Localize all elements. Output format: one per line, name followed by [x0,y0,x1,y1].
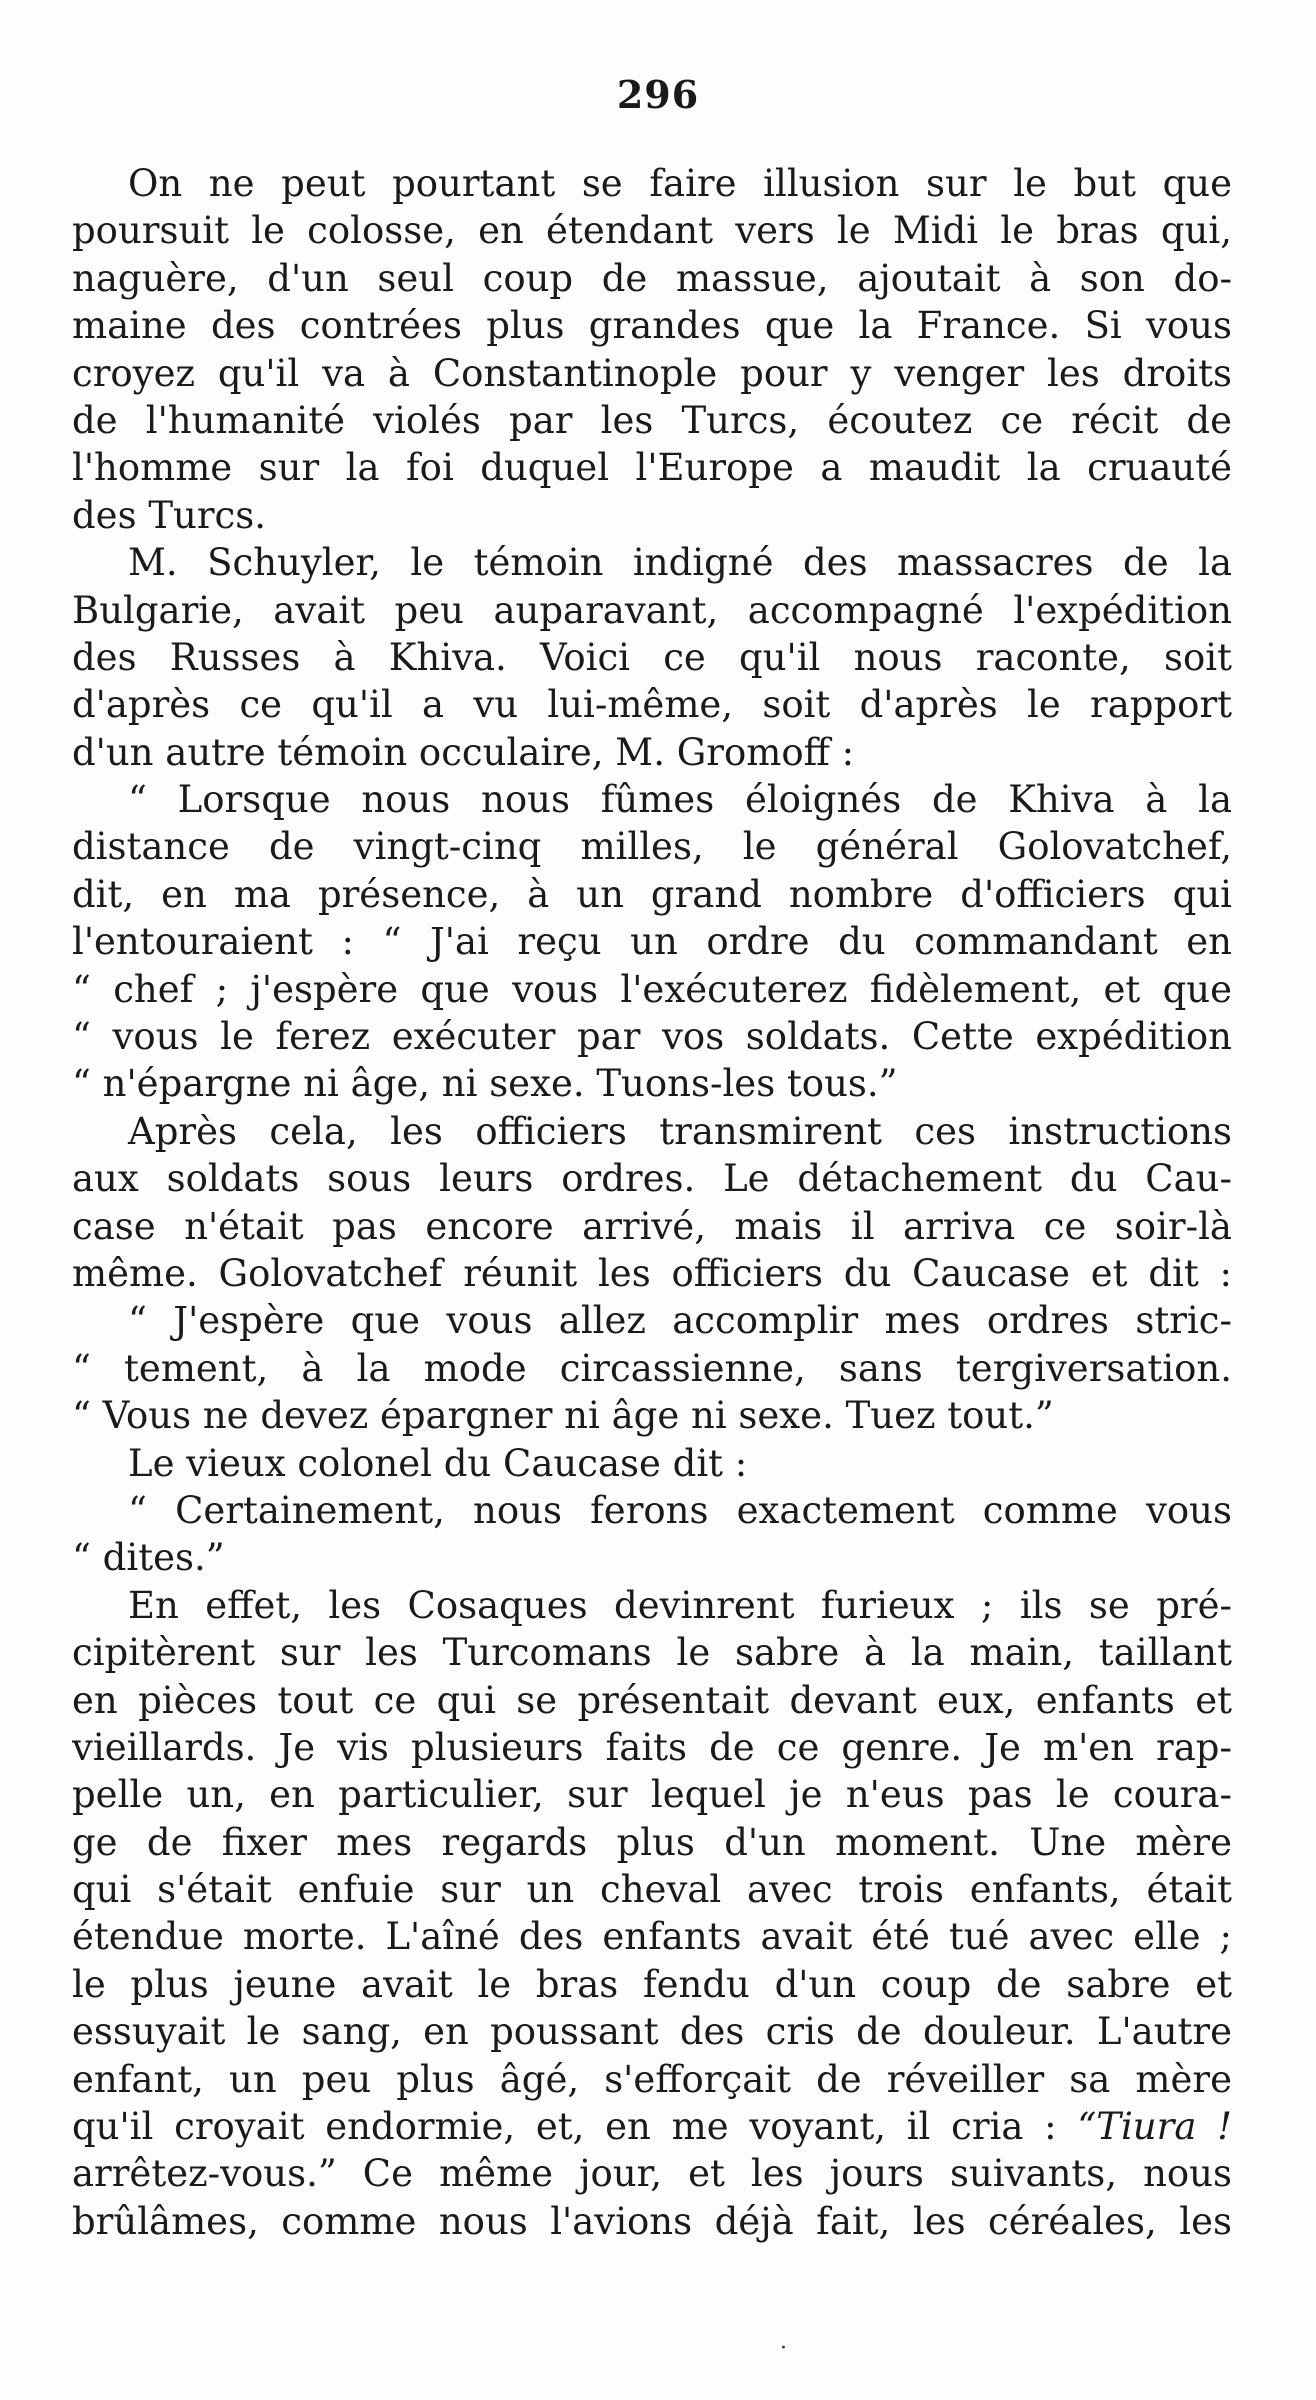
text-line: “ Lorsque nous nous fûmes éloignés de Khiva à la [128,778,1232,822]
text-line: qu'il croyait endormie, et, en me voyant, il cria : “Tiura ! [72,2105,1232,2149]
text-line: maine des contrées plus grandes que la France. Si vous [72,304,1232,348]
text-line: pelle un, en particulier, sur lequel je n'eus pas le coura- [72,1773,1232,1817]
text-line: case n'était pas encore arrivé, mais il arriva ce soir-là [72,1204,1232,1248]
text-line: de l'humanité violés par les Turcs, écoutez ce récit de [72,398,1232,442]
scan-speck: · [780,2336,787,2361]
text-line: Le vieux colonel du Caucase dit : [128,1441,748,1485]
text-line: vieillards. Je vis plusieurs faits de ce genre. Je m'en rap- [72,1725,1232,1769]
page-number: 296 [616,72,700,117]
text-line: arrêtez-vous.” Ce même jour, et les jours suivants, nous [72,2152,1232,2196]
text-line: des Russes à Khiva. Voici ce qu'il nous raconte, soit [72,635,1232,679]
text-line: distance de vingt-cinq milles, le général Golovatchef, [72,825,1232,869]
text-line: On ne peut pourtant se faire illusion sur le but que [128,162,1232,205]
text-line: le plus jeune avait le bras fendu d'un coup de sabre et [72,1962,1232,2006]
text-line: étendue morte. L'aîné des enfants avait été tué avec elle ; [72,1915,1232,1959]
text-line: croyez qu'il va à Constantinople pour y venger les droits [72,351,1232,395]
text-line: l'homme sur la foi duquel l'Europe a maudit la cruauté [72,446,1232,490]
text-line: dit, en ma présence, à un grand nombre d'officiers qui [72,872,1232,916]
text-line: ge de fixer mes regards plus d'un moment. Une mère [72,1820,1232,1864]
text-line: essuyait le sang, en poussant des cris de douleur. L'autre [72,2010,1232,2054]
text-line: d'un autre témoin occulaire, M. Gromoff : [72,730,855,774]
text-line: M. Schuyler, le témoin indigné des massacres de la [128,541,1232,585]
text-line: en pièces tout ce qui se présentait devant eux, enfants et [72,1678,1232,1722]
text-line: “ n'épargne ni âge, ni sexe. Tuons-les tous.” [72,1062,898,1106]
text-line: cipitèrent sur les Turcomans le sabre à la main, taillant [72,1631,1232,1675]
text-line: “ dites.” [72,1536,225,1580]
text-line: qui s'était enfuie sur un cheval avec trois enfants, était [72,1868,1232,1912]
text-line: “ Certainement, nous ferons exactement comme vous [128,1488,1232,1532]
text-line: “ J'espère que vous allez accomplir mes ordres stric- [128,1299,1232,1343]
text-line: Bulgarie, avait peu auparavant, accompagné l'expédition [72,588,1232,632]
body-text [72,160,1232,2245]
text-line: même. Golovatchef réunit les officiers du Caucase et dit : [72,1251,1232,1295]
text-line: brûlâmes, comme nous l'avions déjà fait, les céréales, les [72,2199,1232,2243]
text-line: En effet, les Cosaques devinrent furieux ; ils se pré- [128,1583,1232,1627]
text-line: enfant, un peu plus âgé, s'efforçait de réveiller sa mère [72,2057,1232,2101]
text-line: d'après ce qu'il a vu lui-même, soit d'après le rapport [72,683,1232,727]
text-line: poursuit le colosse, en étendant vers le Midi le bras qui, [72,209,1232,253]
text-line: naguère, d'un seul coup de massue, ajoutait à son do- [72,256,1232,300]
text-line: aux soldats sous leurs ordres. Le détachement du Cau- [72,1157,1232,1201]
text-line: “ tement, à la mode circassienne, sans tergiversation. [72,1346,1232,1390]
text-line: “ chef ; j'espère que vous l'exécuterez fidèlement, et que [72,967,1232,1011]
text-line: “ Vous ne devez épargner ni âge ni sexe. Tuez tout.” [72,1394,1054,1438]
text-line: Après cela, les officiers transmirent ces instructions [128,1109,1232,1153]
text-line: des Turcs. [72,493,266,537]
text-line: “ vous le ferez exécuter par vos soldats. Cette expédition [72,1015,1232,1059]
italic-quote: “Tiura ! [1077,2105,1232,2149]
text-line: l'entouraient : “ J'ai reçu un ordre du commandant en [72,920,1232,964]
